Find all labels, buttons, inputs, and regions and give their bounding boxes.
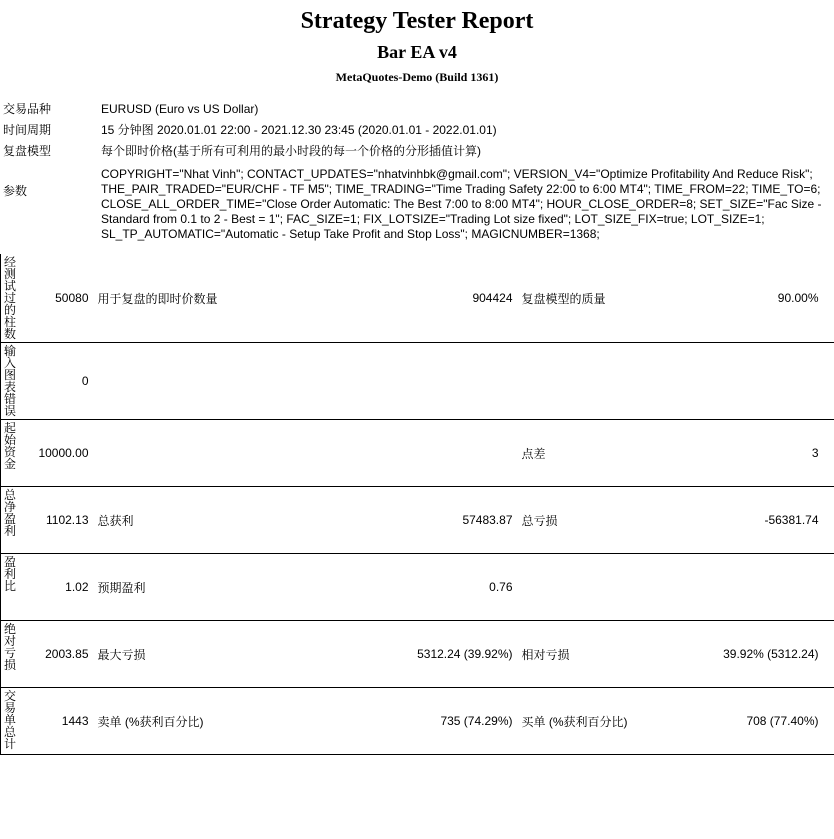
- model-label: 复盘模型: [3, 144, 52, 158]
- info-row-params: [0, 162, 834, 250]
- info-row-model: [0, 141, 834, 162]
- table-row: [1, 621, 834, 688]
- row-mid-label: 买单 (%获利百分比): [517, 688, 667, 755]
- row-mid-value: 904424: [389, 254, 517, 343]
- row-right-value: -56381.74: [667, 487, 834, 554]
- info-row-symbol: [0, 99, 834, 120]
- row-mid-label: [517, 554, 667, 621]
- table-row: [1, 688, 834, 755]
- report-header: [0, 0, 834, 85]
- row-side-label: 交易单总计: [1, 688, 15, 755]
- row-mid-label: 复盘模型的质量: [517, 254, 667, 343]
- symbol-label: 交易品种: [3, 102, 52, 116]
- row-left-value: 2003.85: [15, 621, 93, 688]
- broker-build: MetaQuotes-Demo (Build 1361): [335, 70, 499, 84]
- row-mid-label: 点差: [517, 420, 667, 487]
- row-side-label: 盈利比: [1, 554, 15, 621]
- row-side-label: 绝对亏损: [1, 621, 15, 688]
- row-mid-value: [389, 343, 517, 420]
- row-left-value: 1102.13: [15, 487, 93, 554]
- row-left-label: 预期盈利: [93, 554, 389, 621]
- row-left-value: 1443: [15, 688, 93, 755]
- row-mid-label: 总亏损: [517, 487, 667, 554]
- table-row: [1, 343, 834, 420]
- row-side-label: 总净盈利: [1, 487, 15, 554]
- page-title: Strategy Tester Report: [300, 8, 534, 34]
- params-value: COPYRIGHT="Nhat Vinh"; CONTACT_UPDATES="nhatvinhbk@gmail.com"; VERSION_V4="Optimize Profitability And Reduce Risk"; THE_PAIR_TRADED="EUR/CHF - TF M5"; TIME_TRADING="Time Trading Safety 22:00 to 6:00 MT4"; TIME_FROM=22; TIME_TO=6; CLOSE_ALL_ORDER_TIME="Close Order Automatic: The Best 7:00 to 8:00 MT4"; HOUR_CLOSE_ORDER=8; SET_SIZE="Fac Size - Standard from 0.1 to 2 - Best = 1"; FAC_SIZE=1; FIX_LOTSIZE="Trading Lot size fixed"; LOT_SIZE_FIX=true; LOT_SIZE=1; SL_TP_AUTOMATIC="Automatic - Setup Take Profit and Stop Loss"; MAGICNUMBER=1368;: [101, 167, 822, 241]
- params-label: 参数: [3, 184, 28, 198]
- row-left-label: [93, 420, 389, 487]
- ea-name: Bar EA v4: [377, 42, 457, 62]
- table-row: [1, 254, 834, 343]
- row-mid-value: 0.76: [389, 554, 517, 621]
- row-right-value: 39.92% (5312.24): [667, 621, 834, 688]
- row-left-label: 总获利: [93, 487, 389, 554]
- period-label: 时间周期: [3, 123, 52, 137]
- row-right-value: 90.00%: [667, 254, 834, 343]
- table-row: [1, 487, 834, 554]
- row-right-value: [667, 343, 834, 420]
- row-left-label: 用于复盘的即时价数量: [93, 254, 389, 343]
- row-mid-value: 735 (74.29%): [389, 688, 517, 755]
- row-mid-value: 57483.87: [389, 487, 517, 554]
- table-row: [1, 554, 834, 621]
- row-side-label: 经测试过的柱数: [1, 254, 15, 343]
- info-row-period: [0, 120, 834, 141]
- row-side-label: 起始资金: [1, 420, 15, 487]
- row-left-label: [93, 343, 389, 420]
- row-left-value: 0: [15, 343, 93, 420]
- row-mid-value: 5312.24 (39.92%): [389, 621, 517, 688]
- row-left-value: 10000.00: [15, 420, 93, 487]
- symbol-value: EURUSD (Euro vs US Dollar): [101, 102, 259, 116]
- table-row: [1, 420, 834, 487]
- row-mid-value: [389, 420, 517, 487]
- row-right-value: [667, 554, 834, 621]
- row-side-label: 输入图表错误: [1, 343, 15, 420]
- row-left-label: 最大亏损: [93, 621, 389, 688]
- period-value: 15 分钟图 2020.01.01 22:00 - 2021.12.30 23:45 (2020.01.01 - 2022.01.01): [101, 123, 497, 137]
- row-mid-label: [517, 343, 667, 420]
- row-left-label: 卖单 (%获利百分比): [93, 688, 389, 755]
- report-stats-table: [0, 254, 834, 755]
- row-left-value: 1.02: [15, 554, 93, 621]
- row-right-value: 708 (77.40%): [667, 688, 834, 755]
- report-info-table: [0, 99, 834, 250]
- model-value: 每个即时价格(基于所有可利用的最小时段的每一个价格的分形插值计算): [101, 144, 481, 158]
- row-mid-label: 相对亏损: [517, 621, 667, 688]
- row-right-value: 3: [667, 420, 834, 487]
- row-left-value: 50080: [15, 254, 93, 343]
